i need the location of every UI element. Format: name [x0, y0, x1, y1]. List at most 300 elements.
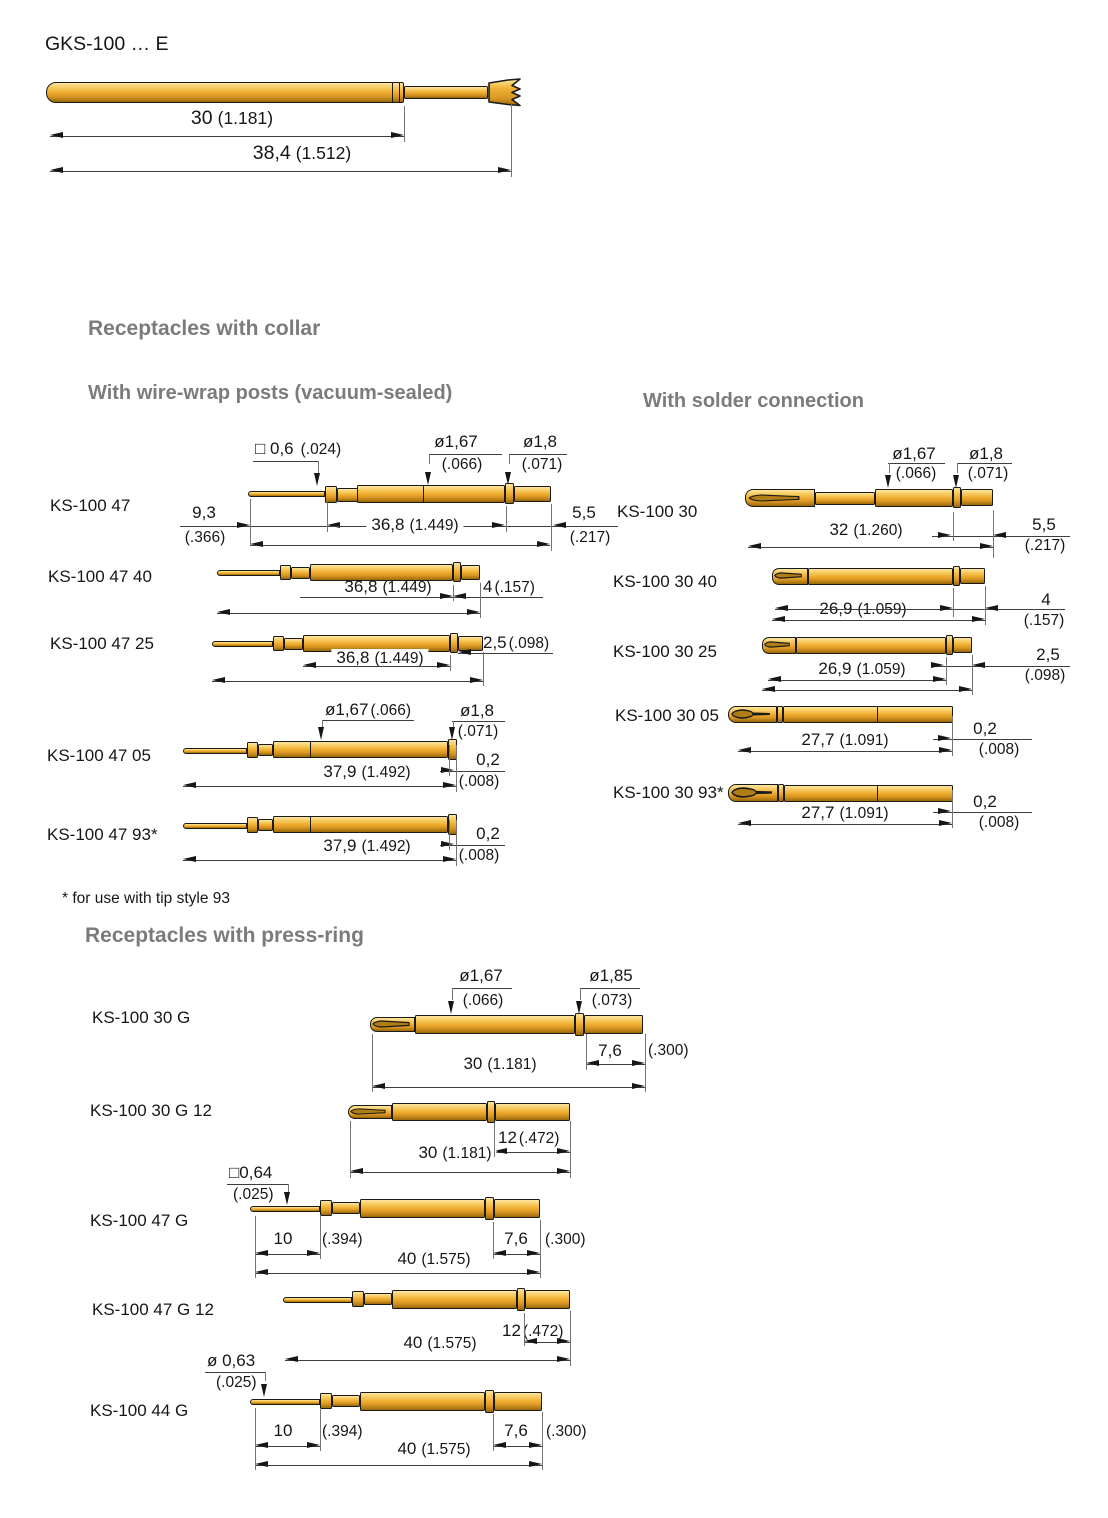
row-label: KS-100 47 93* — [47, 825, 158, 844]
arrowhead — [529, 1461, 542, 1467]
extension-line — [372, 1034, 373, 1092]
row-label: KS-100 30 93* — [613, 783, 724, 802]
probe-ring — [953, 566, 960, 586]
dim-value: 40 — [403, 1333, 423, 1352]
leader-line — [322, 720, 414, 721]
probe-ferrule — [280, 565, 291, 580]
probe-ring — [485, 1197, 494, 1220]
probe-tail — [953, 637, 972, 653]
dim-total — [253, 143, 351, 163]
dim-line — [285, 1360, 570, 1361]
arrowhead — [632, 1060, 645, 1066]
arrowhead — [441, 767, 454, 773]
subsection-heading: With solder connection — [643, 390, 864, 412]
probe-barrel — [796, 637, 946, 654]
arrowhead — [738, 820, 751, 826]
dim-inch-value: (1.575) — [427, 1335, 477, 1352]
dim-value: 0,2 — [476, 824, 500, 843]
probe-ring — [946, 635, 953, 655]
extension-line — [453, 585, 454, 601]
probe-ring — [575, 1013, 584, 1036]
arrowhead — [255, 1269, 268, 1275]
arrowhead — [553, 522, 566, 528]
dim-line — [250, 545, 550, 546]
dim-value: 0,2 — [973, 719, 997, 738]
arrowhead — [443, 856, 456, 862]
extension-line — [250, 499, 251, 546]
dim-value: 4 — [483, 577, 493, 596]
extension-line — [483, 652, 484, 686]
probe-ring — [453, 562, 461, 582]
row-label: KS-100 30 G 12 — [90, 1101, 212, 1120]
extension-line — [511, 102, 512, 177]
arrowhead — [938, 808, 951, 814]
dim-inch-value: (.008) — [458, 773, 500, 790]
extension-line — [645, 1034, 646, 1092]
leader-line — [265, 1372, 266, 1381]
arrowhead — [938, 735, 951, 741]
dim-length — [413, 1144, 496, 1162]
dim-inch-value: (.008) — [458, 847, 500, 864]
probe-barrel — [273, 741, 448, 758]
diameter-callout: ø1,8 — [968, 444, 1004, 463]
arrowhead — [372, 1083, 385, 1089]
probe-ferrule — [320, 1393, 332, 1409]
page-title: GKS-100 … E — [45, 33, 169, 55]
leader-line — [509, 454, 567, 455]
probe-tail — [960, 568, 985, 584]
arrowhead — [632, 1083, 645, 1089]
probe-tail — [584, 1015, 643, 1034]
arrowhead — [250, 541, 263, 547]
dim-value: 30 — [418, 1143, 438, 1162]
dim-value: 26,9 — [819, 599, 853, 618]
arrowhead — [470, 677, 483, 683]
dim-value: 37,9 — [323, 762, 357, 781]
extension-line — [542, 1412, 543, 1470]
extension-line — [493, 1222, 494, 1259]
probe-ring — [487, 1101, 495, 1123]
section-heading: Receptacles with press-ring — [85, 924, 364, 947]
dim-value: 12 — [502, 1321, 521, 1340]
arrowhead — [314, 473, 320, 486]
dim-line — [212, 681, 483, 682]
dim-inch-value: (.098) — [1024, 667, 1066, 684]
dim-inch-value: (.066) — [441, 456, 483, 473]
arrowhead — [425, 472, 431, 485]
extension-line — [952, 790, 953, 828]
crown-tip-icon — [488, 78, 522, 107]
extension-line — [480, 583, 481, 618]
dim-value: 10 — [273, 1229, 293, 1248]
arrowhead — [933, 676, 946, 682]
probe-collet — [332, 1395, 360, 1407]
extension-line — [494, 1123, 495, 1157]
dim-right — [483, 634, 549, 652]
dim-line — [50, 136, 404, 137]
arrowhead — [255, 1442, 268, 1448]
extension-line — [953, 512, 954, 541]
solder-slot — [372, 1020, 410, 1028]
dim-value: 0,2 — [973, 792, 997, 811]
dim-line — [255, 1273, 540, 1274]
dim-value: 36,8 — [336, 648, 370, 667]
probe-post — [283, 1297, 352, 1303]
probe-post — [183, 823, 247, 829]
extension-line — [456, 820, 457, 866]
dim-inch-value: (.008) — [978, 741, 1020, 758]
probe-collet — [337, 488, 359, 502]
dim-value: 32 — [829, 520, 849, 539]
dim-value: 30 — [190, 107, 213, 129]
leader-line — [509, 454, 510, 464]
arrowhead — [972, 616, 985, 622]
dim-inch-value: (.066) — [370, 702, 411, 719]
extension-line — [327, 500, 328, 532]
probe-collet — [258, 744, 273, 756]
dim-inch-value: (.300) — [546, 1423, 587, 1440]
arrowhead — [303, 662, 316, 668]
dim-length — [463, 1055, 536, 1073]
dim-inch-value: (1.492) — [361, 838, 411, 855]
extension-line — [320, 1408, 321, 1451]
dim-inch-value: (1.492) — [361, 764, 411, 781]
extension-line — [953, 588, 954, 617]
dim-line — [953, 609, 1065, 610]
arrowhead — [443, 782, 456, 788]
row-label: KS-100 30 05 — [615, 706, 719, 725]
probe-ring — [505, 483, 514, 504]
dim-value: 40 — [397, 1249, 417, 1268]
arrowhead — [498, 167, 511, 173]
arrowhead — [527, 1250, 540, 1256]
arrowhead — [467, 609, 480, 615]
leader-line — [957, 463, 1012, 464]
dim-line — [183, 786, 456, 787]
extension-line — [404, 106, 405, 142]
dim-value: 38,4 — [252, 142, 291, 164]
probe-post — [183, 748, 247, 754]
leader-line — [429, 454, 430, 464]
solder-slot — [764, 641, 790, 648]
arrowhead — [772, 616, 785, 622]
dim-line — [762, 690, 972, 691]
arrowhead — [885, 475, 891, 488]
probe-barrel — [273, 816, 448, 833]
dim-value: 0,2 — [476, 750, 500, 769]
extension-line — [524, 1313, 525, 1346]
arrowhead — [217, 609, 230, 615]
extension-line — [972, 655, 973, 695]
extension-line — [450, 655, 451, 671]
dim-length — [801, 731, 888, 749]
dim-value: 5,5 — [572, 503, 596, 522]
arrowhead — [212, 677, 225, 683]
extension-line — [586, 1034, 587, 1070]
dim-inch-value: (1.059) — [856, 661, 906, 678]
probe-ferrule — [247, 817, 258, 833]
dim-value: 27,7 — [801, 730, 835, 749]
leader-line — [452, 988, 512, 989]
dim-value: ø1,67 — [325, 700, 369, 719]
dim-inch-value: (1.449) — [382, 579, 432, 596]
dim-line — [453, 597, 543, 598]
dim-inch-value: (1.449) — [374, 650, 424, 667]
extension-line — [493, 1414, 494, 1451]
leader-line — [957, 463, 958, 473]
arrowhead — [940, 605, 953, 611]
dim-value: □ 0,6 — [255, 439, 294, 458]
dim-inch-value: (.157) — [494, 579, 535, 596]
square-callout: □0,64 — [229, 1163, 273, 1182]
arrowhead — [183, 782, 196, 788]
row-label: KS-100 30 G — [92, 1008, 191, 1027]
solder-slot — [748, 494, 800, 502]
dim-inch-value: (.472) — [518, 1130, 560, 1147]
dim-inch-value: (1.059) — [857, 601, 907, 618]
dim-value: 36,8 — [344, 577, 378, 596]
dim-line — [50, 171, 511, 172]
arrowhead — [748, 543, 761, 549]
arrowhead — [440, 593, 453, 599]
dim-inch-value: (.071) — [967, 465, 1009, 482]
dim-inch-value: (1.181) — [217, 108, 274, 128]
dim-inch-value: (.025) — [233, 1186, 274, 1203]
diameter-callout — [325, 701, 411, 719]
dim-right — [483, 578, 535, 596]
dim-inch-value: (1.449) — [409, 517, 459, 534]
probe-barrel — [360, 1199, 485, 1218]
arrowhead — [959, 686, 972, 692]
arrowhead — [437, 662, 450, 668]
dim-inch-value: (.394) — [322, 1231, 363, 1248]
row-label: KS-100 47 G 12 — [92, 1300, 214, 1319]
dim-inch-value: (.157) — [1023, 612, 1065, 629]
leader-line — [888, 463, 945, 464]
arrowhead — [939, 820, 952, 826]
row-label: KS-100 47 40 — [48, 567, 152, 586]
solder-slot — [774, 572, 802, 579]
arrowhead — [255, 1461, 268, 1467]
arrowhead — [50, 132, 63, 138]
dim-inch-value: (1.575) — [421, 1441, 471, 1458]
probe-barrel — [783, 706, 953, 723]
dim-value: 2,5 — [483, 633, 507, 652]
dim-line — [768, 680, 946, 681]
arrowhead — [453, 593, 466, 599]
dim-inch-value: (.098) — [508, 635, 550, 652]
arrowhead — [237, 522, 250, 528]
leader-line — [889, 463, 890, 473]
leader-line — [580, 988, 581, 1000]
dim-inch-value: (1.181) — [487, 1056, 537, 1073]
arrowhead — [307, 1442, 320, 1448]
probe-post — [212, 641, 273, 647]
dim-value: 9,3 — [192, 503, 216, 522]
arrowhead — [492, 522, 505, 528]
probe-barrel — [46, 82, 404, 103]
extension-line — [946, 657, 947, 685]
dim-inch-value: (1.181) — [442, 1145, 492, 1162]
probe-collet — [291, 567, 310, 579]
row-label: KS-100 30 40 — [613, 572, 717, 591]
arrowhead — [537, 541, 550, 547]
dim-value: 36,8 — [371, 515, 405, 534]
row-label: KS-100 47 — [50, 496, 131, 515]
dim-inch-value: (.217) — [1024, 537, 1066, 554]
arrowhead — [993, 532, 1006, 538]
probe-ring — [517, 1288, 525, 1311]
dim-inch-value: (.066) — [895, 465, 937, 482]
arrowhead — [255, 1250, 268, 1256]
probe-ferrule — [352, 1291, 364, 1307]
probe-barrel — [808, 568, 953, 585]
dim-inch-value: (.366) — [184, 529, 226, 546]
dim-inch-value: (1.512) — [295, 143, 352, 163]
probe-ring — [953, 487, 961, 508]
dim-length — [331, 649, 428, 667]
dim-value: 37,9 — [323, 836, 357, 855]
probe-ferrule — [320, 1200, 332, 1216]
arrowhead — [527, 1269, 540, 1275]
dim-value: 40 — [397, 1439, 417, 1458]
diameter-callout: ø1,8 — [522, 432, 558, 451]
extension-line — [506, 506, 507, 532]
arrowhead — [183, 856, 196, 862]
dim-line — [350, 1172, 570, 1173]
dim-inch-value: (.472) — [522, 1323, 564, 1340]
solder-slot — [350, 1108, 386, 1115]
row-label: KS-100 44 G — [90, 1401, 189, 1420]
square-callout — [255, 440, 341, 458]
probe-post — [248, 491, 325, 497]
arrowhead — [318, 727, 324, 740]
dim-value: 27,7 — [801, 803, 835, 822]
probe-tail — [494, 1199, 540, 1218]
arrowhead — [557, 1356, 570, 1362]
arrowhead — [350, 1168, 363, 1174]
dim-value: 4 — [1041, 590, 1051, 609]
segment-line — [399, 82, 400, 103]
dim-line — [183, 860, 456, 861]
segment-line — [423, 485, 424, 503]
extension-line — [551, 504, 552, 551]
leader-line — [253, 461, 318, 462]
dim-line — [738, 751, 952, 752]
diameter-callout: ø1,67 — [434, 432, 478, 451]
probe-tail — [494, 1392, 542, 1411]
probe-ring — [485, 1390, 494, 1413]
solder-slot — [731, 787, 773, 798]
arrowhead — [557, 1148, 570, 1154]
dim-line — [217, 613, 480, 614]
segment-line — [877, 706, 878, 723]
extension-line — [255, 1216, 256, 1278]
dim-line — [772, 620, 985, 621]
extension-line — [449, 820, 450, 850]
probe-tail — [961, 489, 993, 506]
dim-value: 10 — [273, 1421, 293, 1440]
dim-line — [255, 1465, 542, 1466]
dim-value: 2,5 — [1036, 645, 1060, 664]
dim-inch-value: (.071) — [521, 456, 563, 473]
probe-barrel — [415, 1015, 575, 1034]
arrowhead — [50, 167, 63, 173]
dim-length — [397, 1440, 470, 1458]
dim-inch-value: (1.575) — [421, 1251, 471, 1268]
arrowhead — [391, 132, 404, 138]
arrowhead — [938, 532, 951, 538]
probe-collet — [284, 638, 303, 650]
probe-shaft — [815, 492, 875, 505]
probe-collet — [364, 1293, 392, 1305]
probe-post — [250, 1206, 320, 1212]
arrowhead — [586, 1060, 599, 1066]
leader-line — [580, 988, 640, 989]
segment-line — [310, 741, 311, 758]
arrowhead — [980, 543, 993, 549]
dim-length — [818, 660, 905, 678]
leader-line — [429, 454, 502, 455]
dim-line — [180, 526, 327, 527]
diameter-callout: ø 0,63 — [207, 1351, 256, 1370]
probe-collet — [332, 1202, 360, 1214]
extension-line — [350, 1121, 351, 1178]
probe-barrel — [360, 1392, 485, 1411]
arrowhead — [738, 747, 751, 753]
arrowhead — [493, 1442, 506, 1448]
arrowhead — [441, 841, 454, 847]
dim-right — [498, 1129, 559, 1147]
dim-line — [300, 597, 453, 598]
dim-length — [829, 521, 902, 539]
probe-barrel — [392, 1103, 487, 1121]
dim-length — [366, 516, 463, 534]
subsection-heading: With wire-wrap posts (vacuum-sealed) — [88, 382, 453, 404]
row-label: KS-100 47 25 — [50, 634, 154, 653]
dim-length — [323, 837, 410, 855]
segment-line — [392, 82, 393, 103]
arrowhead — [762, 686, 775, 692]
dim-line — [303, 666, 450, 667]
extension-line — [570, 1121, 571, 1178]
extension-line — [449, 745, 450, 776]
dim-length — [801, 804, 888, 822]
arrowhead — [327, 522, 340, 528]
extension-line — [985, 586, 986, 625]
dim-inch-value: (1.091) — [839, 732, 889, 749]
leader-line — [205, 1372, 265, 1373]
dim-length — [403, 1334, 476, 1352]
probe-tail — [495, 1103, 570, 1121]
arrowhead — [307, 1250, 320, 1256]
dim-value: 30 — [463, 1054, 483, 1073]
probe-barrel — [392, 1290, 517, 1309]
diameter-callout: ø1,8 — [459, 701, 495, 720]
arrowhead — [261, 1384, 267, 1397]
dim-inch-value: (.217) — [569, 529, 611, 546]
extension-line — [570, 1311, 571, 1366]
arrowhead — [524, 1338, 537, 1344]
probe-ferrule — [247, 742, 258, 758]
probe-barrel — [357, 485, 505, 503]
dim-inch-value: (1.260) — [853, 522, 903, 539]
footnote: * for use with tip style 93 — [62, 890, 230, 907]
dim-value: 5,5 — [1032, 515, 1056, 534]
arrowhead — [768, 676, 781, 682]
dim-length — [344, 578, 431, 596]
dim-inch-value: (.394) — [322, 1423, 363, 1440]
